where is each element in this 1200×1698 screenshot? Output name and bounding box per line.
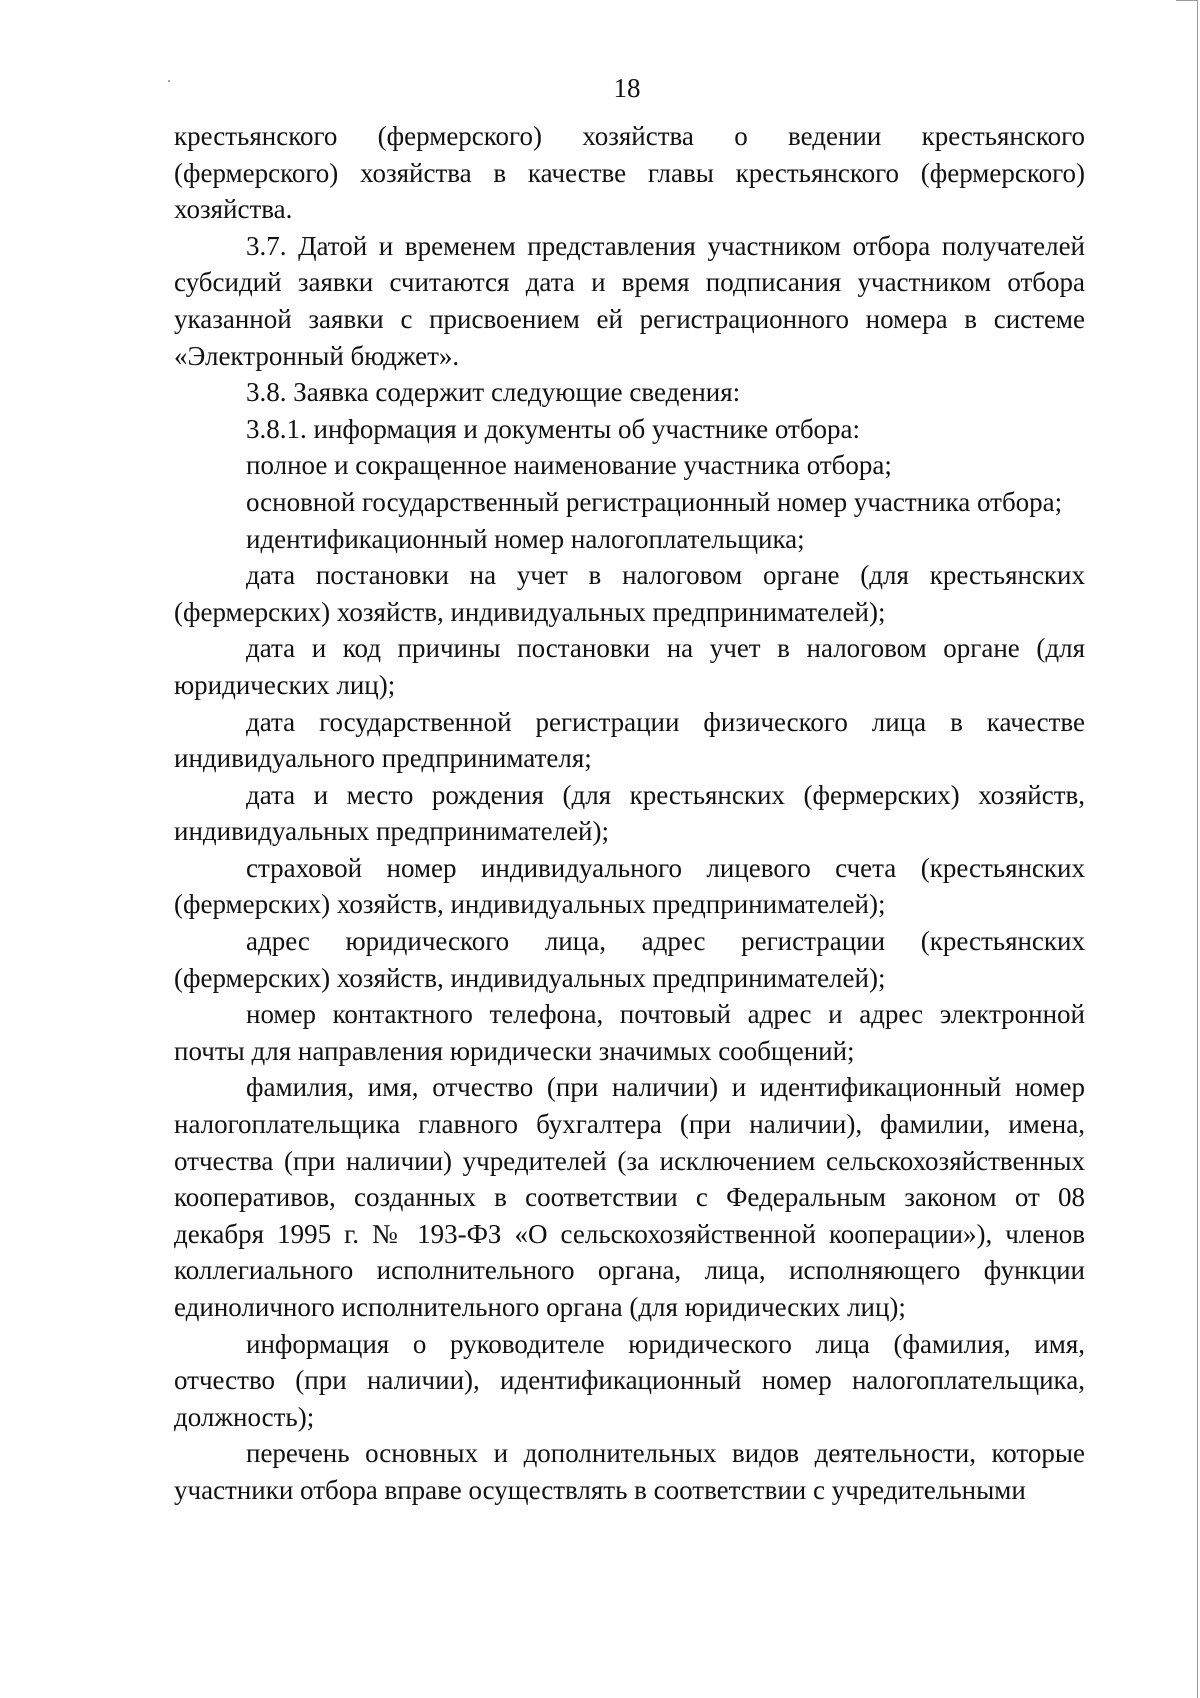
list-item-founders: фамилия, имя, отчество (при наличии) и идентификационный номер налогоплательщика главного бухгалтера (при наличии), фамилии, имена, отчества (при наличии) учредителей (за исключением сельскохозяйственных кооперативов, созданных в соответствии с Федеральным законом от 08 декабря 1995 г. № 193-ФЗ «О сельскохозяйственной кооперации»), членов коллегиального исполнительного органа, лица, исполняющего функции единоличного исполнительного органа (для юридических лиц); xyxy=(174,1072,1085,1322)
document-body xyxy=(174,118,1085,1509)
paragraph-3-8: 3.8. Заявка содержит следующие сведения: xyxy=(246,377,741,408)
scan-edge-line xyxy=(1197,0,1198,1698)
paragraph-continuation: крестьянского (фермерского) хозяйства о ведении крестьянского (фермерского) хозяйства в качестве главы крестьянского (фермерского) хозяйства. xyxy=(174,121,1085,225)
list-item-ogrn: основной государственный регистрационный номер участника отбора; xyxy=(246,486,1063,517)
list-item-inn: идентификационный номер налогоплательщика; xyxy=(246,523,805,554)
page-number: 18 xyxy=(613,73,641,103)
list-item-activities: перечень основных и дополнительных видов деятельности, которые участники отбора вправе осуществлять в соответствии с учредительными xyxy=(174,1438,1085,1505)
list-item-ip-registration: дата государственной регистрации физического лица в качестве индивидуального предпринимателя; xyxy=(174,706,1085,774)
paragraph-3-8-1: 3.8.1. информация и документы об участнике отбора: xyxy=(246,413,861,444)
scan-edge-corner xyxy=(1176,0,1198,1)
list-item-tax-registration-date: дата постановки на учет в налоговом органе (для крестьянских (фермерских) хозяйств, индивидуальных предпринимателей); xyxy=(174,560,1085,627)
list-item-snils: страховой номер индивидуального лицевого счета (крестьянских (фермерских) хозяйств, индивидуальных предпринимателей); xyxy=(174,852,1085,920)
list-item-birth: дата и место рождения (для крестьянских (фермерских) хозяйств, индивидуальных предпринимателей); xyxy=(174,779,1085,847)
list-item-name: полное и сокращенное наименование участника отбора; xyxy=(246,450,892,481)
list-item-director: информация о руководителе юридического лица (фамилия, имя, отчество (при наличии), идентификационный номер налогоплательщика, должность); xyxy=(174,1328,1085,1432)
list-item-contacts: номер контактного телефона, почтовый адрес и адрес электронной почты для направления юридически значимых сообщений; xyxy=(174,999,1085,1066)
list-item-kpp: дата и код причины постановки на учет в налоговом органе (для юридических лиц); xyxy=(174,633,1085,700)
list-item-address: адрес юридического лица, адрес регистрации (крестьянских (фермерских) хозяйств, индивидуальных предпринимателей); xyxy=(174,926,1085,993)
paragraph-3-7: 3.7. Датой и временем представления участником отбора получателей субсидий заявки считаются дата и время подписания участником отбора указанной заявки с присвоением ей регистрационного номера в системе «Электронный бюджет». xyxy=(174,230,1085,371)
